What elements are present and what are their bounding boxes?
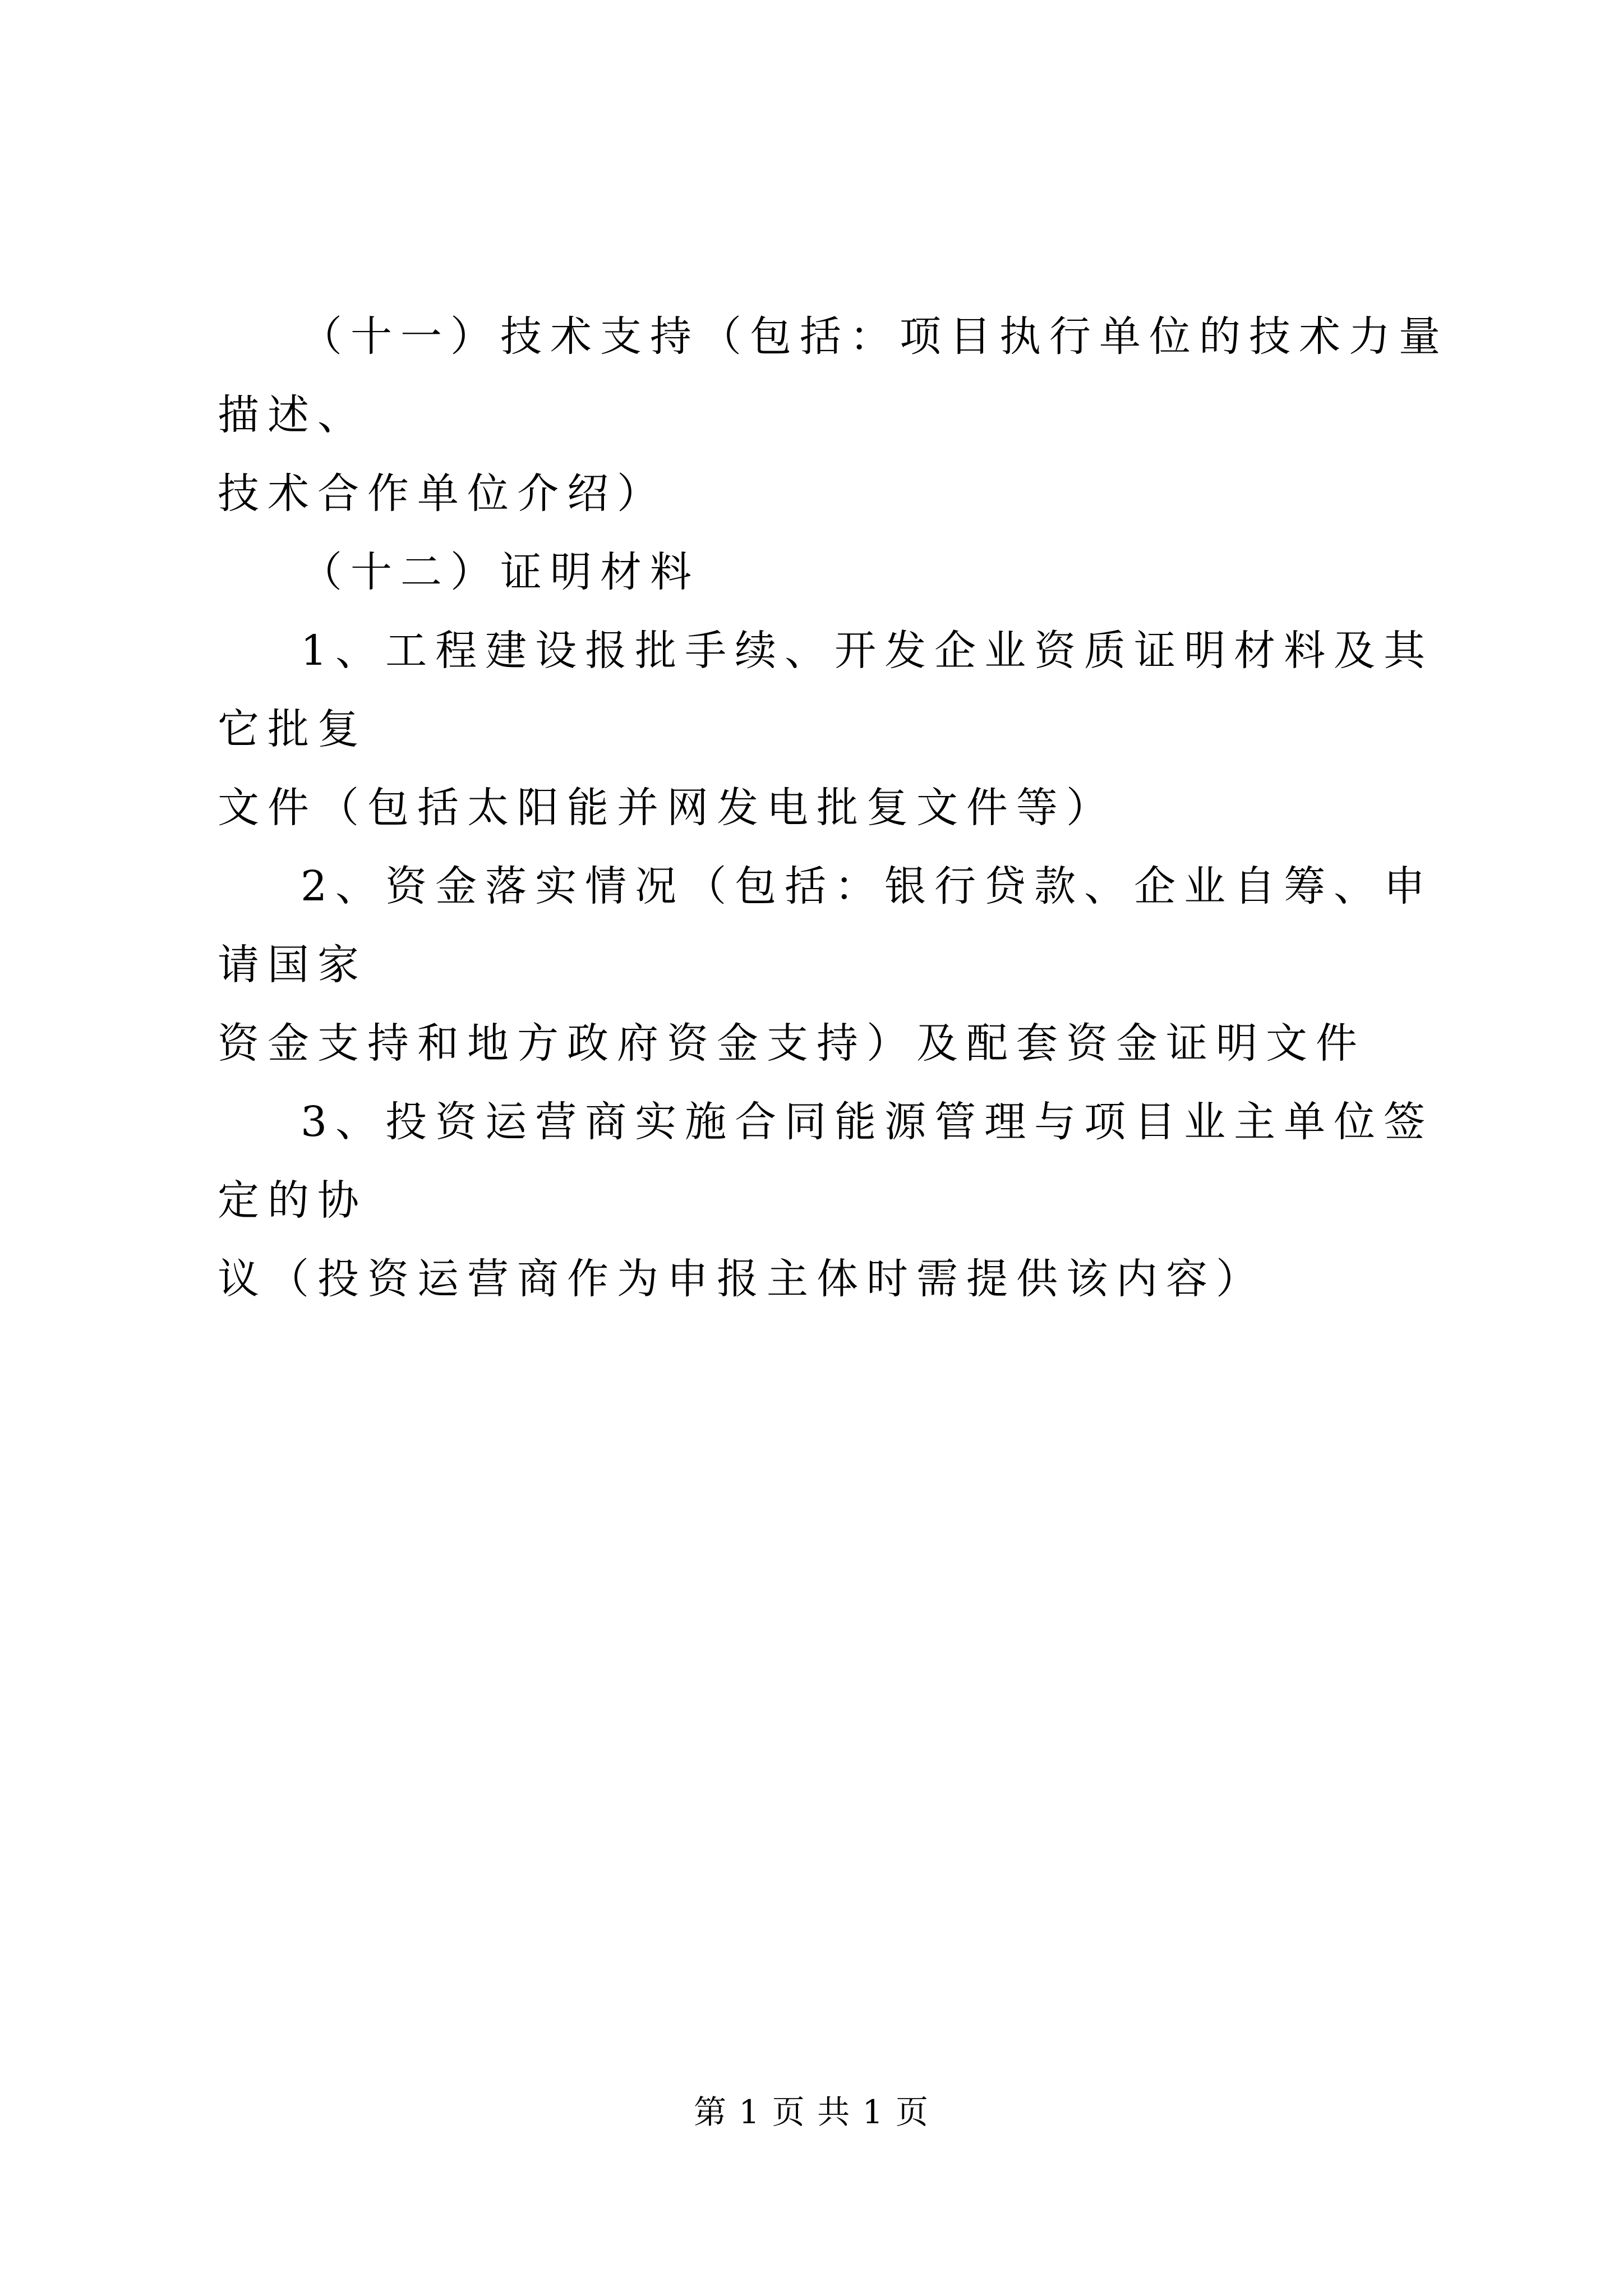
paragraph-item-2 — [218, 847, 1451, 1083]
text-line: 技术合作单位介绍） — [218, 470, 667, 518]
paragraph-item-1 — [218, 611, 1451, 847]
document-body — [218, 297, 1451, 1318]
text-line: 资金支持和地方政府资金支持）及配套资金证明文件 — [218, 1019, 1366, 1068]
page-number-footer: 第 1 页 共 1 页 — [694, 2093, 929, 2131]
text-line: 3、投资运营商实施合同能源管理与项目业主单位签定的协 — [218, 1098, 1434, 1225]
text-line: 1、工程建设报批手续、开发企业资质证明材料及其它批复 — [218, 627, 1434, 753]
paragraph-technical-support — [218, 297, 1451, 533]
text-line: （十一）技术支持（包括：项目执行单位的技术力量描述、 — [218, 312, 1449, 439]
text-line: 2、资金落实情况（包括：银行贷款、企业自筹、申请国家 — [218, 862, 1434, 989]
text-line: 议（投资运营商作为申报主体时需提供该内容） — [218, 1255, 1266, 1303]
paragraph-item-3 — [218, 1083, 1451, 1318]
paragraph-supporting-documents-heading — [218, 533, 1451, 611]
text-line: 文件（包括太阳能并网发电批复文件等） — [218, 784, 1116, 832]
text-line: （十二）证明材料 — [301, 548, 700, 596]
